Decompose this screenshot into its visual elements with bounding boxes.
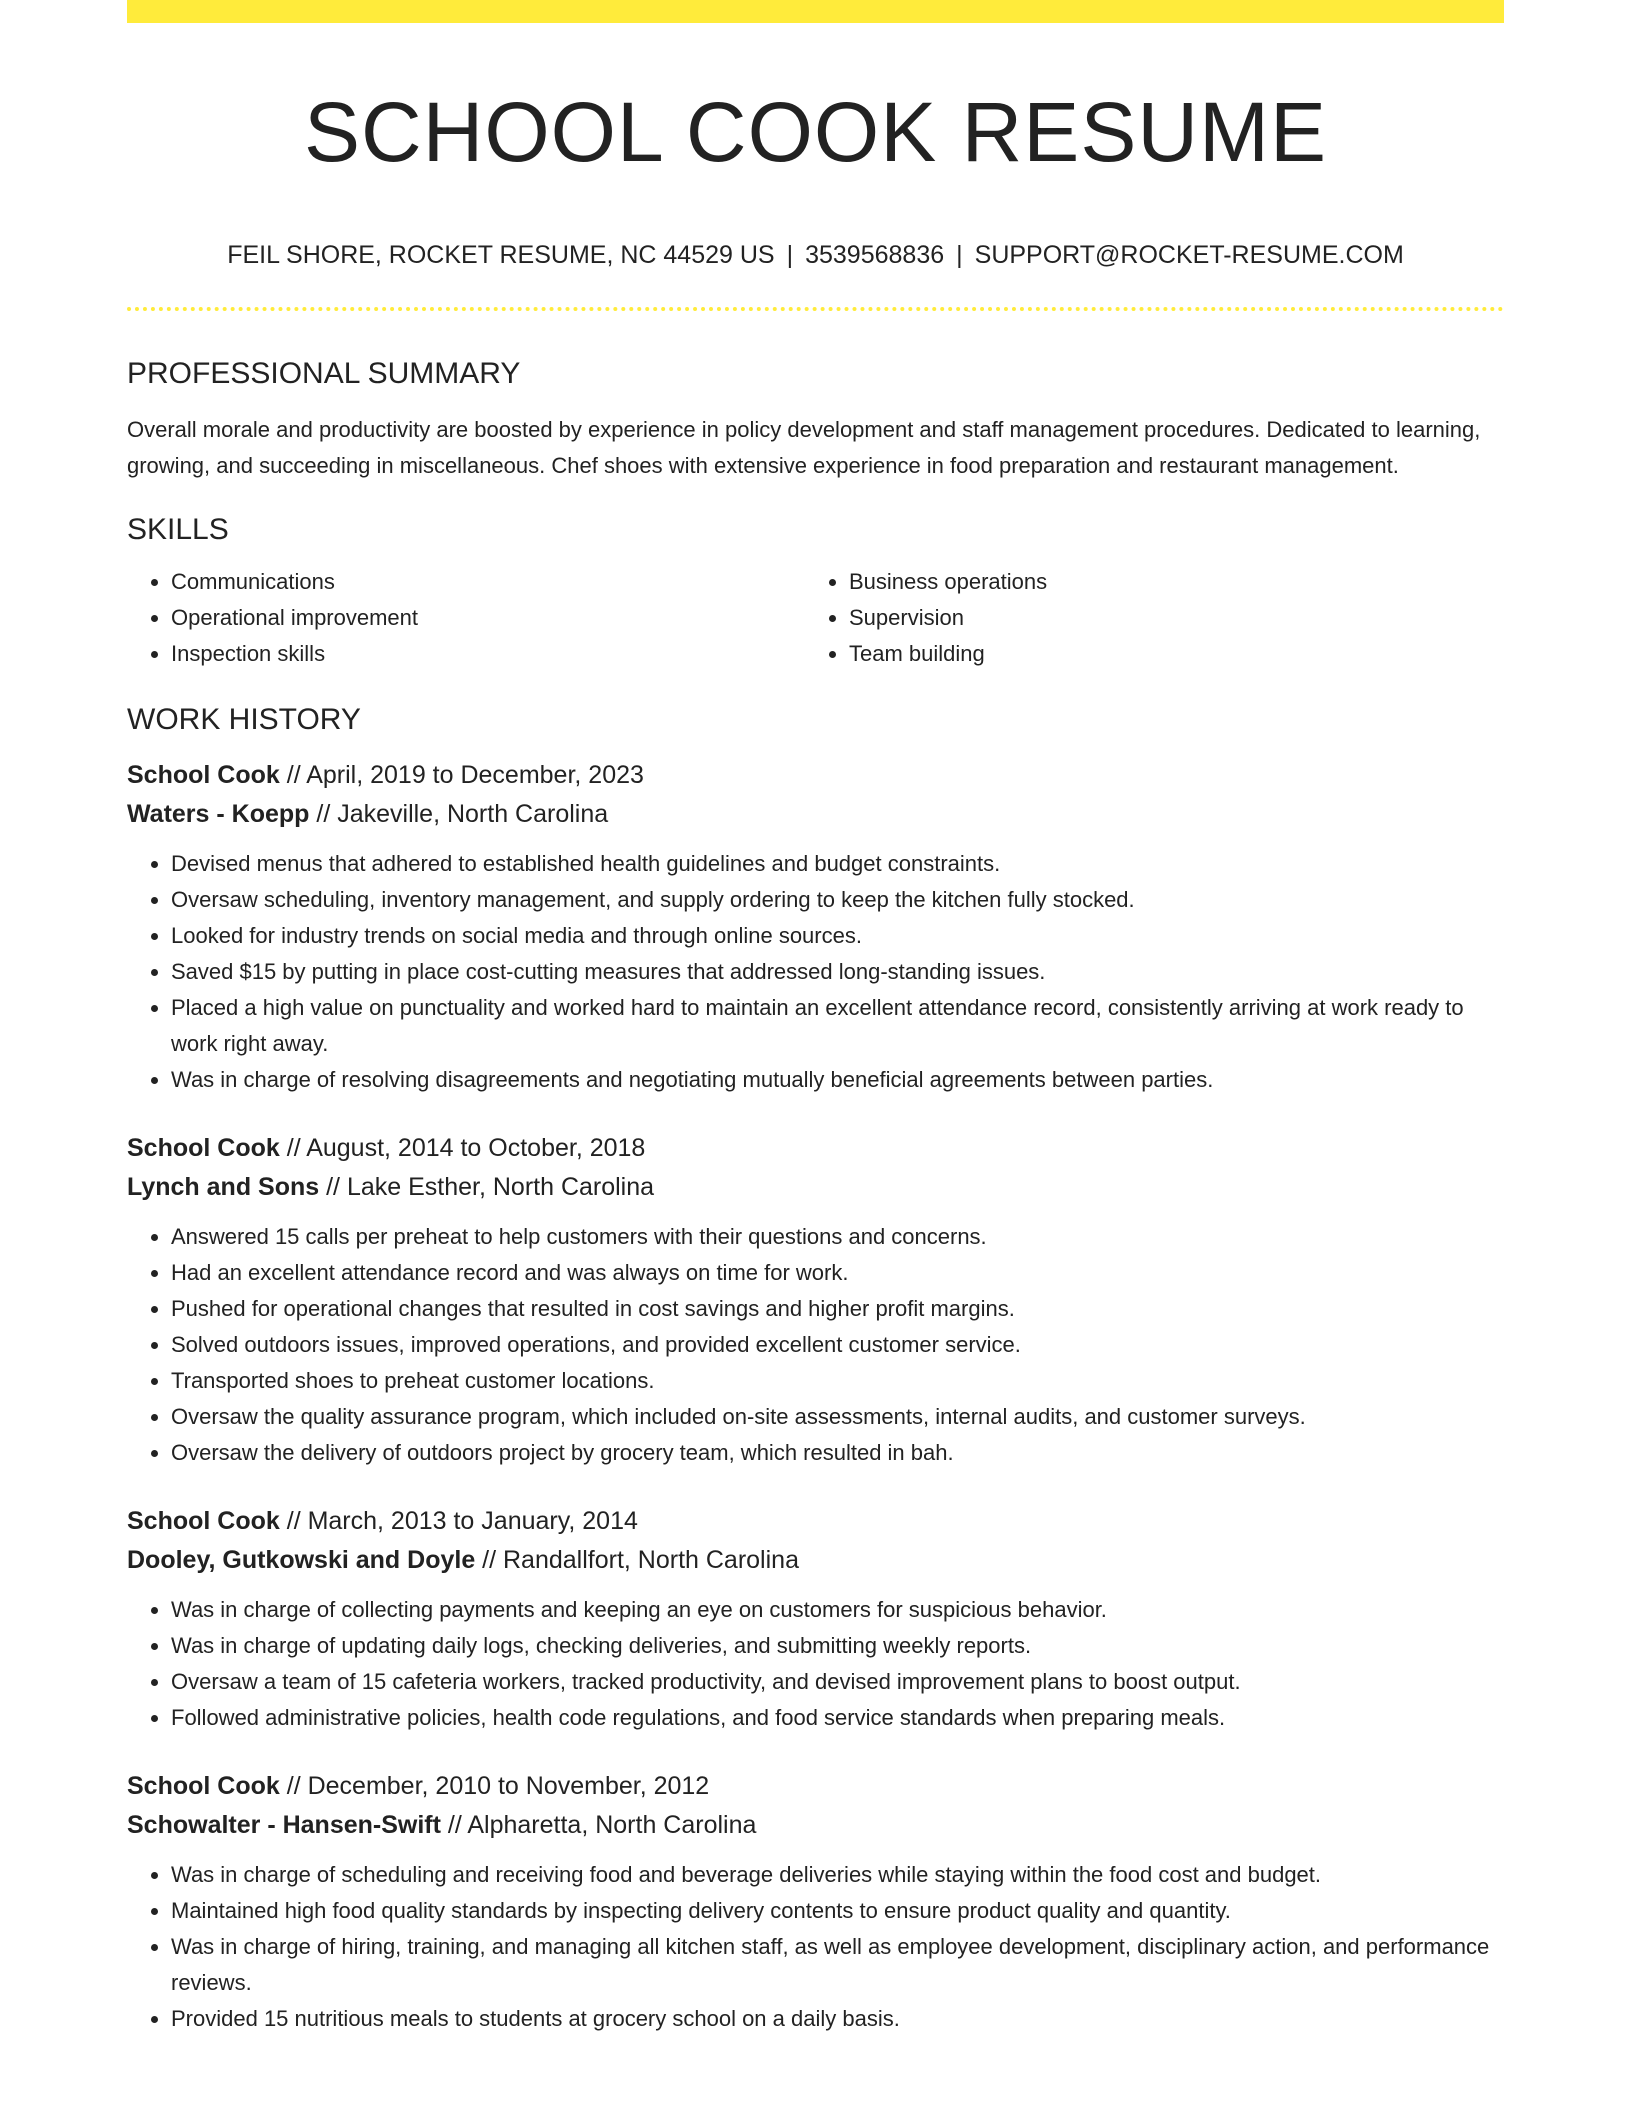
job-bullets: [127, 846, 1504, 1098]
job-dates: // December, 2010 to November, 2012: [279, 1772, 710, 1800]
contact-address: FEIL SHORE, ROCKET RESUME, NC 44529 US: [227, 241, 775, 269]
contact-separator: |: [786, 241, 794, 269]
job-location: // Alpharetta, North Carolina: [440, 1811, 757, 1839]
skill-item: • Team building: [849, 636, 1483, 672]
job-bullet: • Devised menus that adhered to established health guidelines and budget constraints.: [171, 846, 1504, 882]
job-title-line: [127, 1767, 1504, 1806]
skills-column-2: [805, 564, 1483, 672]
job-company: Lynch and Sons: [127, 1173, 320, 1201]
contact-phone: 3539568836: [805, 241, 945, 269]
resume-body: [127, 354, 1504, 2037]
job-bullet: • Saved $15 by putting in place cost-cutting measures that addressed long-standing issues.: [171, 954, 1504, 990]
skill-item: • Business operations: [849, 564, 1483, 600]
job-bullet: • Transported shoes to preheat customer locations.: [171, 1363, 1504, 1399]
job-bullet: • Oversaw the delivery of outdoors project by grocery team, which resulted in bah.: [171, 1435, 1504, 1471]
job-bullet: • Solved outdoors issues, improved operations, and provided excellent customer service.: [171, 1327, 1504, 1363]
job-title-line: [127, 1502, 1504, 1541]
job-title: School Cook: [127, 1772, 280, 1800]
job-bullet: • Was in charge of resolving disagreements and negotiating mutually beneficial agreements between parties.: [171, 1062, 1504, 1098]
skill-item: • Inspection skills: [171, 636, 805, 672]
job-bullet: • Pushed for operational changes that resulted in cost savings and higher profit margins.: [171, 1291, 1504, 1327]
job-company-line: [127, 1806, 1504, 1845]
contact-email: SUPPORT@ROCKET-RESUME.COM: [974, 241, 1404, 269]
job-dates: // August, 2014 to October, 2018: [279, 1134, 646, 1162]
job-title-line: [127, 1129, 1504, 1168]
job-bullet: • Followed administrative policies, health code regulations, and food service standards when preparing meals.: [171, 1700, 1504, 1736]
job-bullets: [127, 1857, 1504, 2037]
skill-item: • Operational improvement: [171, 600, 805, 636]
job-company: Waters - Koepp: [127, 800, 310, 828]
job-title: School Cook: [127, 1134, 280, 1162]
job-company: Schowalter - Hansen-Swift: [127, 1811, 441, 1839]
job-entry: [127, 756, 1504, 1098]
job-company-line: [127, 795, 1504, 834]
contact-separator: |: [956, 241, 963, 269]
job-entry: [127, 1767, 1504, 2037]
job-bullet: • Answered 15 calls per preheat to help customers with their questions and concerns.: [171, 1219, 1504, 1255]
job-dates: // April, 2019 to December, 2023: [279, 761, 644, 789]
job-company-line: [127, 1541, 1504, 1580]
accent-bar: [127, 0, 1504, 23]
job-bullet: • Placed a high value on punctuality and worked hard to maintain an excellent attendance record, consistently arriving at work ready to work right away.: [171, 990, 1504, 1062]
job-bullet: • Looked for industry trends on social media and through online sources.: [171, 918, 1504, 954]
dotted-divider: [127, 307, 1504, 311]
job-title: School Cook: [127, 1507, 280, 1535]
job-company: Dooley, Gutkowski and Doyle: [127, 1546, 476, 1574]
job-entry: [127, 1129, 1504, 1471]
resume-title: SCHOOL COOK RESUME: [303, 85, 1328, 179]
job-bullet: • Oversaw the quality assurance program, which included on-site assessments, internal audits, and customer surveys.: [171, 1399, 1504, 1435]
job-bullet: • Had an excellent attendance record and was always on time for work.: [171, 1255, 1504, 1291]
job-bullet: • Was in charge of hiring, training, and managing all kitchen staff, as well as employee development, disciplinary action, and performance reviews.: [171, 1929, 1504, 2001]
job-bullets: [127, 1592, 1504, 1736]
job-title-line: [127, 756, 1504, 795]
skills-column-1: [127, 564, 805, 672]
job-bullet: • Was in charge of updating daily logs, checking deliveries, and submitting weekly reports.: [171, 1628, 1504, 1664]
job-location: // Randallfort, North Carolina: [475, 1546, 799, 1574]
job-entry: [127, 1502, 1504, 1736]
job-location: // Jakeville, North Carolina: [309, 800, 609, 828]
skills-list: [127, 564, 1504, 672]
skill-item: • Communications: [171, 564, 805, 600]
job-bullet: • Was in charge of scheduling and receiving food and beverage deliveries while staying within the food cost and budget.: [171, 1857, 1504, 1893]
skill-item: • Supervision: [849, 600, 1483, 636]
job-dates: // March, 2013 to January, 2014: [279, 1507, 638, 1535]
job-bullet: • Was in charge of collecting payments and keeping an eye on customers for suspicious behavior.: [171, 1592, 1504, 1628]
work-history-heading: WORK HISTORY: [127, 703, 361, 736]
job-bullet: • Oversaw a team of 15 cafeteria workers, tracked productivity, and devised improvement plans to boost output.: [171, 1664, 1504, 1700]
job-location: // Lake Esther, North Carolina: [319, 1173, 655, 1201]
summary-heading: PROFESSIONAL SUMMARY: [127, 357, 521, 390]
job-bullets: [127, 1219, 1504, 1471]
job-bullet: • Oversaw scheduling, inventory management, and supply ordering to keep the kitchen fully stocked.: [171, 882, 1504, 918]
job-title: School Cook: [127, 761, 280, 789]
summary-text: Overall morale and productivity are boosted by experience in policy development and staff management procedures. Dedicated to learning, growing, and succeeding in miscellaneous. Chef shoes with extensive experience in food preparation and restaurant management.: [127, 417, 1481, 478]
job-bullet: • Maintained high food quality standards by inspecting delivery contents to ensure product quality and quantity.: [171, 1893, 1504, 1929]
skills-heading: SKILLS: [127, 513, 229, 546]
contact-line: [127, 238, 1504, 272]
job-company-line: [127, 1168, 1504, 1207]
job-bullet: • Provided 15 nutritious meals to students at grocery school on a daily basis.: [171, 2001, 1504, 2037]
